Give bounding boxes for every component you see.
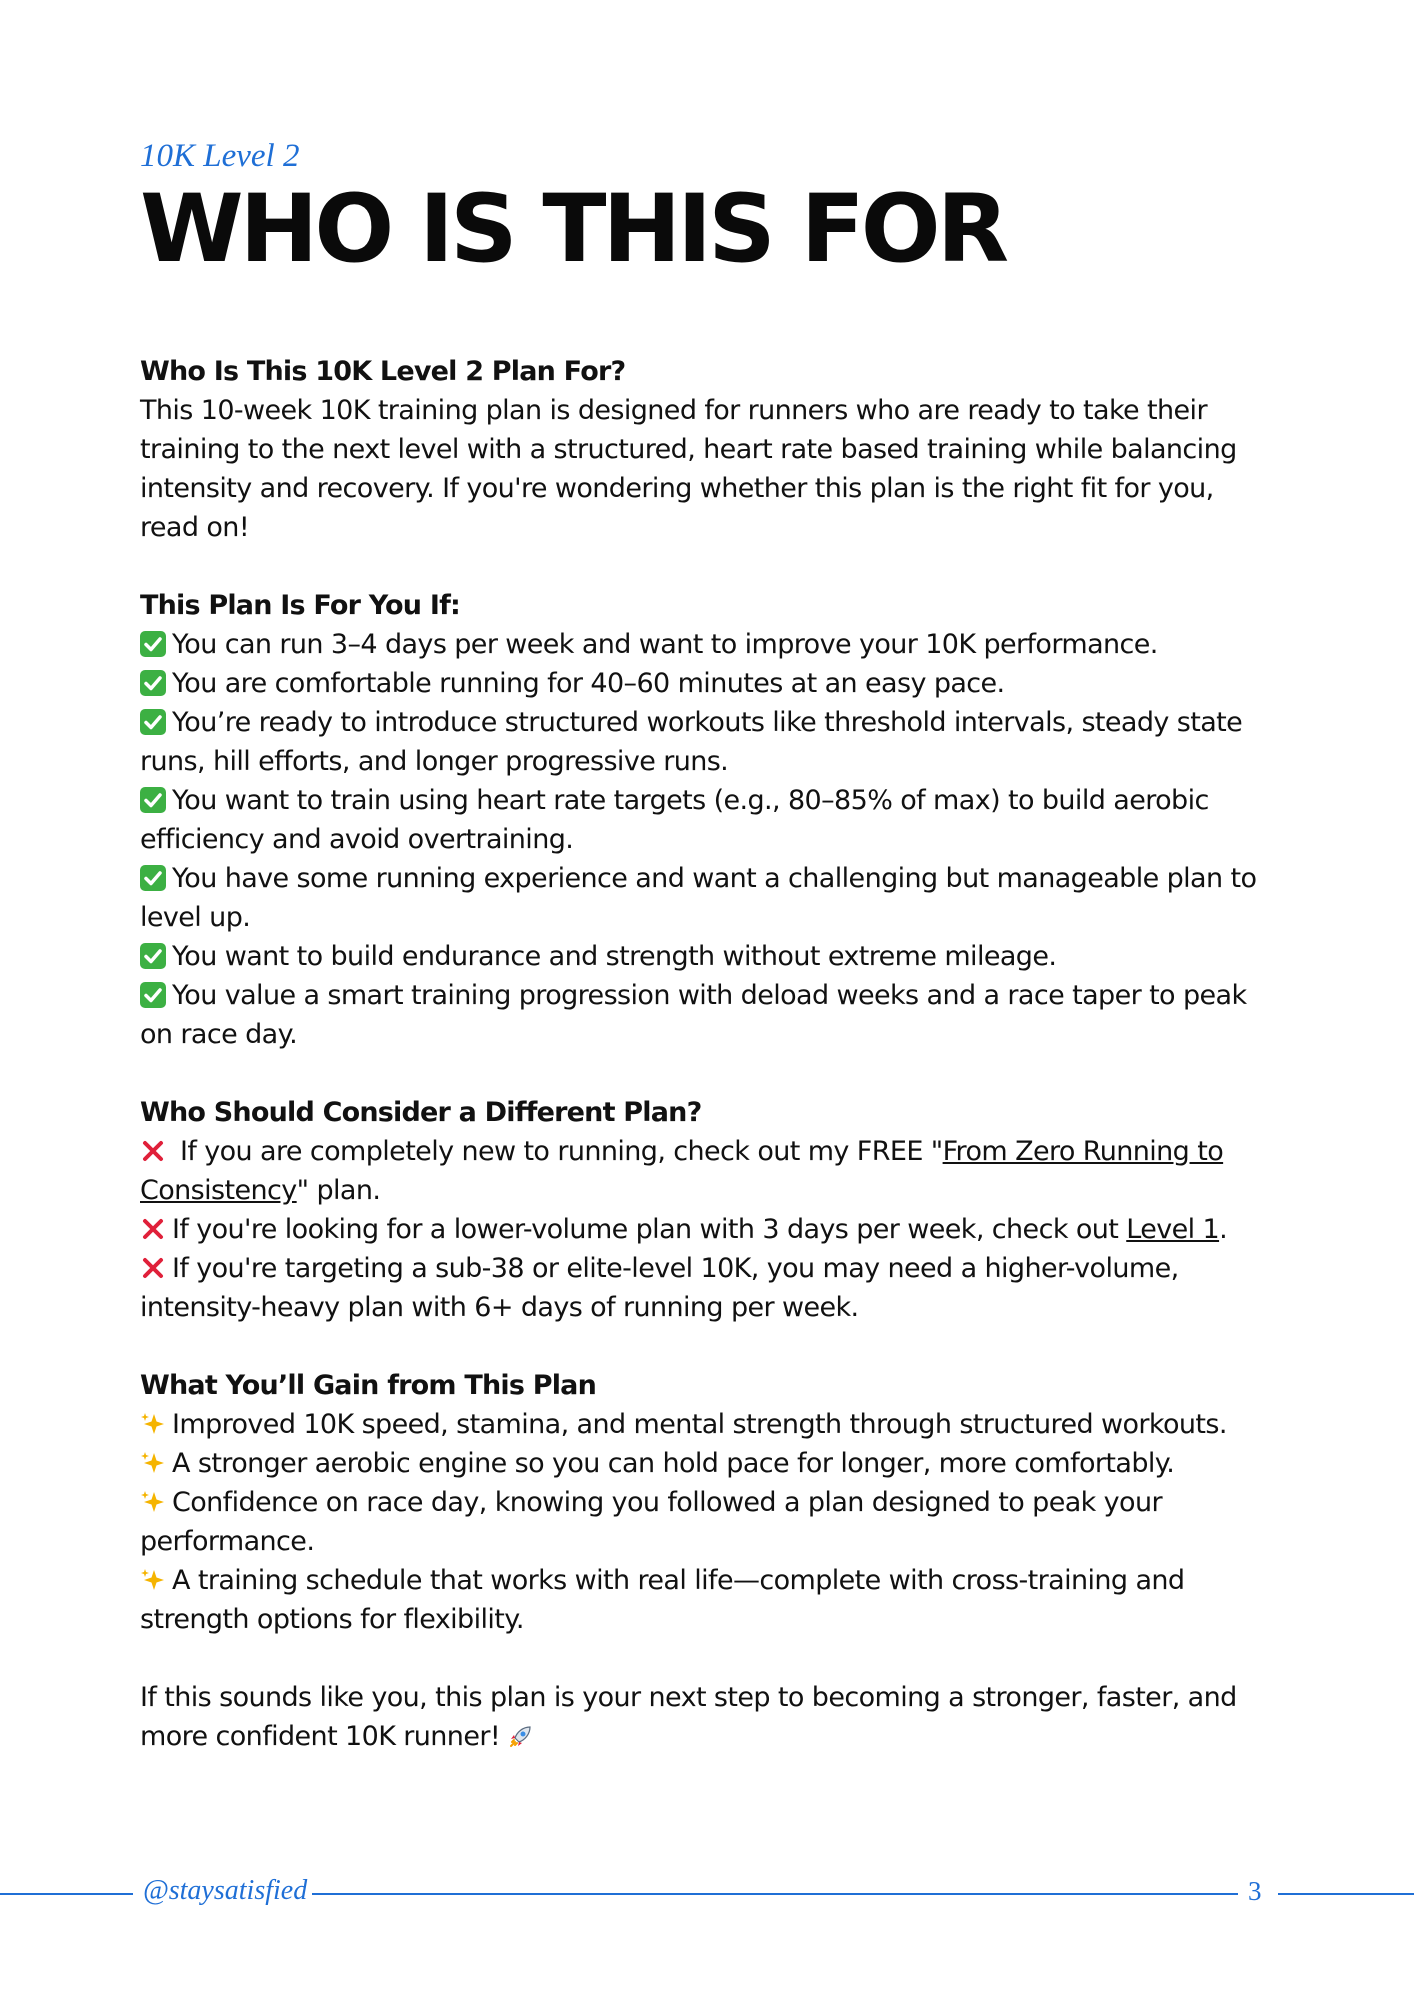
sparkles-icon <box>140 1450 166 1476</box>
item-text: Improved 10K speed, stamina, and mental strength through structured workouts. <box>172 1409 1227 1440</box>
list-item <box>140 664 1280 703</box>
from-zero-link[interactable]: From Zero Running to Consistency <box>140 1136 1224 1206</box>
item-text: You can run 3–4 days per week and want to improve your 10K performance. <box>172 629 1158 660</box>
list-item <box>140 1483 1280 1561</box>
list-item <box>140 1405 1280 1444</box>
different-plan-section <box>140 1093 1280 1327</box>
check-icon <box>140 982 166 1008</box>
item-text: If you are completely new to running, check out my FREE " <box>179 1136 943 1167</box>
item-text: A stronger aerobic engine so you can hold pace for longer, more comfortably. <box>172 1448 1175 1479</box>
gains-heading: What You’ll Gain from This Plan <box>140 1370 596 1401</box>
different-plan-heading: Who Should Consider a Different Plan? <box>140 1097 702 1128</box>
intro-body: This 10-week 10K training plan is designed for runners who are ready to take their training to the next level with a structured, heart rate based training while balancing intensity and recovery. If you're wondering whether this plan is the right fit for you, read on! <box>140 395 1237 543</box>
item-text: . <box>1219 1214 1228 1245</box>
item-text: Confidence on race day, knowing you followed a plan designed to peak your performance. <box>140 1487 1162 1557</box>
item-text: " plan. <box>296 1175 381 1206</box>
for-you-list <box>140 625 1280 1054</box>
sparkles-icon <box>140 1567 166 1593</box>
closing-body: If this sounds like you, this plan is your next step to becoming a stronger, faster, and more confident 10K runner! <box>140 1682 1237 1752</box>
item-text: You have some running experience and want a challenging but manageable plan to level up. <box>140 863 1257 933</box>
check-icon <box>140 709 166 735</box>
page-number: 3 <box>1248 1876 1262 1906</box>
footer-handle: @staysatisfied <box>143 1875 308 1906</box>
cross-icon <box>140 1255 166 1281</box>
closing-text <box>140 1678 1280 1756</box>
list-item <box>140 937 1280 976</box>
check-icon <box>140 631 166 657</box>
page-footer <box>0 1875 1414 1908</box>
rocket-icon <box>508 1723 534 1749</box>
intro-heading: Who Is This 10K Level 2 Plan For? <box>140 356 626 387</box>
level-1-link[interactable]: Level 1 <box>1126 1214 1220 1245</box>
page-title: WHO IS THIS FOR <box>140 175 1006 284</box>
footer-divider <box>1278 1893 1414 1895</box>
list-item <box>140 781 1280 859</box>
list-item <box>140 703 1280 781</box>
item-text: You value a smart training progression with deload weeks and a race taper to peak on race day. <box>140 980 1247 1050</box>
item-text: You are comfortable running for 40–60 minutes at an easy pace. <box>172 668 1005 699</box>
for-you-heading: This Plan Is For You If: <box>140 590 461 621</box>
list-item <box>140 859 1280 937</box>
page-content <box>140 352 1280 1756</box>
item-text: You want to train using heart rate targets (e.g., 80–85% of max) to build aerobic efficiency and avoid overtraining. <box>140 785 1209 855</box>
for-you-section <box>140 586 1280 1054</box>
gains-section <box>140 1366 1280 1639</box>
item-text: If you're looking for a lower-volume plan with 3 days per week, check out <box>172 1214 1127 1245</box>
list-item <box>140 1249 1280 1327</box>
gains-list <box>140 1405 1280 1639</box>
cross-icon <box>140 1138 166 1164</box>
item-text: If you're targeting a sub-38 or elite-level 10K, you may need a higher-volume, intensity-heavy plan with 6+ days of running per week. <box>140 1253 1179 1323</box>
footer-divider <box>312 1893 1238 1895</box>
list-item <box>140 1444 1280 1483</box>
sparkles-icon <box>140 1411 166 1437</box>
list-item <box>140 625 1280 664</box>
list-item <box>140 1210 1280 1249</box>
check-icon <box>140 670 166 696</box>
list-item <box>140 976 1280 1054</box>
sparkles-icon <box>140 1489 166 1515</box>
page-subtitle: 10K Level 2 <box>140 138 300 174</box>
item-text: You’re ready to introduce structured workouts like threshold intervals, steady state runs, hill efforts, and longer progressive runs. <box>140 707 1243 777</box>
closing-section <box>140 1678 1280 1756</box>
intro-section <box>140 352 1280 547</box>
list-item <box>140 1561 1280 1639</box>
item-text: A training schedule that works with real life—complete with cross-training and strength options for flexibility. <box>140 1565 1185 1635</box>
list-item <box>140 1132 1280 1210</box>
cross-icon <box>140 1216 166 1242</box>
item-text: You want to build endurance and strength without extreme mileage. <box>172 941 1057 972</box>
check-icon <box>140 787 166 813</box>
check-icon <box>140 943 166 969</box>
footer-divider <box>0 1893 133 1895</box>
check-icon <box>140 865 166 891</box>
